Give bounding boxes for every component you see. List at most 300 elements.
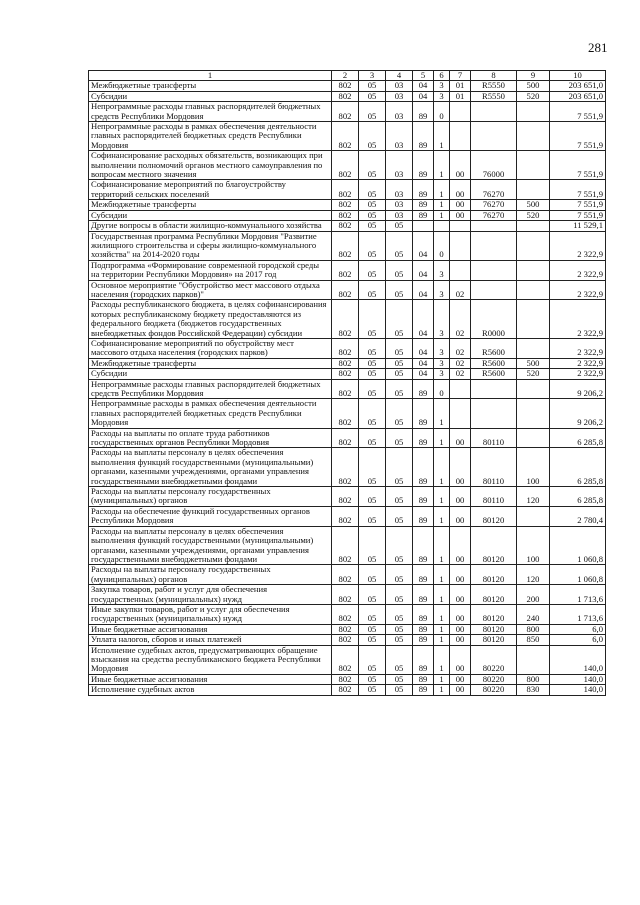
cell-name: Иные бюджетные ассигнования (89, 674, 332, 684)
cell-expense-type (517, 379, 550, 399)
cell-gov: 802 (332, 338, 359, 358)
col-header-subsection: 4 (386, 71, 413, 81)
cell-name: Исполнение судебных актов (89, 685, 332, 695)
col-header-direction: 8 (471, 71, 517, 81)
cell-amount: 11 529,1 (550, 221, 606, 231)
cell-program: 89 (413, 635, 434, 645)
cell-expense-type: 200 (517, 585, 550, 605)
cell-subsection: 05 (386, 369, 413, 379)
cell-name: Субсидии (89, 369, 332, 379)
cell-direction: 76270 (471, 180, 517, 200)
cell-expense-type (517, 151, 550, 180)
cell-activity: 00 (450, 674, 471, 684)
col-header-section: 3 (359, 71, 386, 81)
cell-gov: 802 (332, 624, 359, 634)
col-header-program: 5 (413, 71, 434, 81)
cell-subprogram: 3 (434, 338, 450, 358)
cell-program: 04 (413, 231, 434, 260)
cell-subsection: 05 (386, 624, 413, 634)
cell-name: Расходы на обеспечение функций государственных органов Республики Мордовия (89, 506, 332, 526)
cell-gov: 802 (332, 180, 359, 200)
cell-subsection: 03 (386, 210, 413, 220)
table-row (89, 379, 606, 399)
cell-activity: 01 (450, 91, 471, 101)
cell-activity: 00 (450, 526, 471, 565)
cell-program: 89 (413, 122, 434, 151)
cell-subprogram: 1 (434, 122, 450, 151)
cell-amount: 2 322,9 (550, 338, 606, 358)
cell-subprogram: 3 (434, 260, 450, 280)
cell-section: 05 (359, 200, 386, 210)
cell-gov: 802 (332, 635, 359, 645)
cell-expense-type: 120 (517, 565, 550, 585)
cell-gov: 802 (332, 231, 359, 260)
cell-name: Закупка товаров, работ и услуг для обеспечения государственных (муниципальных) нужд (89, 585, 332, 605)
table-row (89, 565, 606, 585)
table-row (89, 448, 606, 487)
cell-program: 04 (413, 81, 434, 91)
cell-name: Расходы на выплаты персоналу в целях обеспечения выполнения функций государственными (муниципальными) органами, казенными учреждениями, органами управления государственными внебюджетными фондами (89, 526, 332, 565)
table-body (89, 81, 606, 695)
cell-name: Непрограммные расходы в рамках обеспечения деятельности главных распорядителей бюджетных средств Республики Мордовия (89, 122, 332, 151)
table-row (89, 526, 606, 565)
cell-activity: 00 (450, 635, 471, 645)
cell-subprogram: 1 (434, 448, 450, 487)
table-row (89, 685, 606, 695)
cell-activity: 00 (450, 585, 471, 605)
cell-name: Софинансирование мероприятий по благоустройству территорий сельских поселений (89, 180, 332, 200)
cell-gov: 802 (332, 200, 359, 210)
cell-section: 05 (359, 221, 386, 231)
cell-amount: 2 322,9 (550, 369, 606, 379)
cell-activity: 00 (450, 151, 471, 180)
cell-direction: R5550 (471, 91, 517, 101)
cell-activity: 00 (450, 624, 471, 634)
cell-amount: 140,0 (550, 685, 606, 695)
col-header-name: 1 (89, 71, 332, 81)
cell-expense-type (517, 231, 550, 260)
cell-expense-type: 520 (517, 91, 550, 101)
cell-name: Непрограммные расходы главных распорядителей бюджетных средств Республики Мордовия (89, 379, 332, 399)
table-row (89, 338, 606, 358)
cell-direction: R5600 (471, 369, 517, 379)
cell-gov: 802 (332, 151, 359, 180)
cell-gov: 802 (332, 685, 359, 695)
cell-amount: 9 206,2 (550, 379, 606, 399)
table-row (89, 585, 606, 605)
cell-activity: 00 (450, 604, 471, 624)
cell-subsection: 03 (386, 180, 413, 200)
cell-direction (471, 231, 517, 260)
cell-direction (471, 260, 517, 280)
header-row (89, 71, 606, 81)
cell-subsection: 05 (386, 585, 413, 605)
table-row (89, 200, 606, 210)
cell-section: 05 (359, 635, 386, 645)
cell-section: 05 (359, 448, 386, 487)
cell-subprogram: 1 (434, 604, 450, 624)
cell-name: Иные закупки товаров, работ и услуг для обеспечения государственных (муниципальных) нужд (89, 604, 332, 624)
cell-subprogram: 1 (434, 685, 450, 695)
cell-name: Межбюджетные трансферты (89, 81, 332, 91)
cell-amount: 2 322,9 (550, 231, 606, 260)
cell-direction (471, 399, 517, 428)
cell-amount: 1 060,8 (550, 565, 606, 585)
cell-section: 05 (359, 674, 386, 684)
cell-direction: 80110 (471, 448, 517, 487)
table-row (89, 674, 606, 684)
cell-amount: 7 551,9 (550, 122, 606, 151)
cell-subprogram: 1 (434, 151, 450, 180)
cell-name: Расходы республиканского бюджета, в целях софинансирования которых республиканскому бюджету предоставляются из федерального бюджета (бюджетов государственных внебюджетных фондов Российской Федерации) субсидии (89, 300, 332, 339)
cell-amount: 7 551,9 (550, 102, 606, 122)
cell-program: 89 (413, 526, 434, 565)
cell-expense-type (517, 221, 550, 231)
table-row (89, 81, 606, 91)
table-row (89, 210, 606, 220)
cell-amount: 7 551,9 (550, 200, 606, 210)
cell-activity: 02 (450, 369, 471, 379)
cell-program: 89 (413, 428, 434, 448)
cell-gov: 802 (332, 487, 359, 507)
cell-subsection: 03 (386, 102, 413, 122)
cell-name: Межбюджетные трансферты (89, 358, 332, 368)
table-row (89, 428, 606, 448)
cell-activity: 00 (450, 428, 471, 448)
table-row (89, 487, 606, 507)
cell-amount: 2 780,4 (550, 506, 606, 526)
cell-amount: 203 651,0 (550, 91, 606, 101)
cell-activity (450, 231, 471, 260)
cell-section: 05 (359, 102, 386, 122)
cell-expense-type: 850 (517, 635, 550, 645)
cell-subsection: 05 (386, 399, 413, 428)
cell-section: 05 (359, 260, 386, 280)
cell-section: 05 (359, 210, 386, 220)
cell-gov: 802 (332, 399, 359, 428)
cell-program: 04 (413, 91, 434, 101)
cell-program: 04 (413, 300, 434, 339)
cell-direction: 80110 (471, 487, 517, 507)
cell-section: 05 (359, 180, 386, 200)
cell-direction: R0000 (471, 300, 517, 339)
cell-gov: 802 (332, 565, 359, 585)
cell-gov: 802 (332, 280, 359, 300)
cell-amount: 6 285,8 (550, 448, 606, 487)
table-row (89, 260, 606, 280)
cell-expense-type: 500 (517, 358, 550, 368)
cell-program: 89 (413, 448, 434, 487)
cell-name: Софинансирование мероприятий по обустройству мест массового отдыха населения (городских парков) (89, 338, 332, 358)
cell-subprogram: 3 (434, 91, 450, 101)
cell-activity: 00 (450, 685, 471, 695)
cell-expense-type: 100 (517, 526, 550, 565)
cell-gov: 802 (332, 448, 359, 487)
table-row (89, 399, 606, 428)
table-row (89, 151, 606, 180)
cell-section: 05 (359, 487, 386, 507)
cell-activity: 02 (450, 300, 471, 339)
table-header (89, 71, 606, 81)
cell-subsection: 05 (386, 506, 413, 526)
cell-direction: 76270 (471, 200, 517, 210)
cell-subsection: 05 (386, 338, 413, 358)
cell-subsection: 05 (386, 685, 413, 695)
cell-activity (450, 102, 471, 122)
cell-section: 05 (359, 358, 386, 368)
cell-expense-type: 830 (517, 685, 550, 695)
cell-amount: 9 206,2 (550, 399, 606, 428)
cell-subsection: 05 (386, 300, 413, 339)
cell-gov: 802 (332, 81, 359, 91)
cell-activity (450, 221, 471, 231)
table-row (89, 624, 606, 634)
cell-direction: 76270 (471, 210, 517, 220)
cell-subsection: 03 (386, 91, 413, 101)
cell-subsection: 05 (386, 674, 413, 684)
cell-subsection: 05 (386, 280, 413, 300)
cell-name: Межбюджетные трансферты (89, 200, 332, 210)
cell-direction: 80120 (471, 624, 517, 634)
cell-subsection: 05 (386, 526, 413, 565)
cell-subsection: 05 (386, 448, 413, 487)
page-number: 281 (588, 40, 608, 55)
cell-name: Расходы на выплаты персоналу государственных (муниципальных) органов (89, 565, 332, 585)
cell-name: Уплата налогов, сборов и иных платежей (89, 635, 332, 645)
col-header-amount: 10 (550, 71, 606, 81)
cell-section: 05 (359, 604, 386, 624)
cell-name: Непрограммные расходы главных распорядителей бюджетных средств Республики Мордовия (89, 102, 332, 122)
cell-gov: 802 (332, 379, 359, 399)
cell-name: Расходы на выплаты персоналу государственных (муниципальных) органов (89, 487, 332, 507)
cell-subprogram: 1 (434, 200, 450, 210)
cell-name: Государственная программа Республики Мордовия "Развитие жилищного строительства и сферы жилищно-коммунального хозяйства" на 2014-2020 годы (89, 231, 332, 260)
cell-amount: 2 322,9 (550, 358, 606, 368)
cell-direction: 80120 (471, 585, 517, 605)
col-header-gov: 2 (332, 71, 359, 81)
cell-amount: 2 322,9 (550, 260, 606, 280)
cell-direction: 80220 (471, 674, 517, 684)
cell-amount: 140,0 (550, 645, 606, 674)
cell-direction: R5600 (471, 358, 517, 368)
cell-name: Непрограммные расходы в рамках обеспечения деятельности главных распорядителей бюджетных средств Республики Мордовия (89, 399, 332, 428)
cell-direction: 80120 (471, 635, 517, 645)
cell-subsection: 05 (386, 231, 413, 260)
table-row (89, 300, 606, 339)
cell-activity: 00 (450, 645, 471, 674)
cell-amount: 140,0 (550, 674, 606, 684)
budget-table (88, 70, 606, 696)
cell-section: 05 (359, 369, 386, 379)
cell-direction: 80220 (471, 645, 517, 674)
cell-name: Иные бюджетные ассигнования (89, 624, 332, 634)
cell-expense-type (517, 645, 550, 674)
cell-section: 05 (359, 428, 386, 448)
cell-direction: R5600 (471, 338, 517, 358)
cell-section: 05 (359, 300, 386, 339)
cell-section: 05 (359, 565, 386, 585)
cell-subprogram: 0 (434, 379, 450, 399)
cell-section: 05 (359, 379, 386, 399)
cell-subprogram (434, 221, 450, 231)
cell-gov: 802 (332, 585, 359, 605)
cell-gov: 802 (332, 260, 359, 280)
cell-activity: 00 (450, 565, 471, 585)
table-row (89, 604, 606, 624)
cell-subprogram: 1 (434, 585, 450, 605)
cell-gov: 802 (332, 210, 359, 220)
cell-subprogram: 3 (434, 358, 450, 368)
cell-subprogram: 1 (434, 210, 450, 220)
cell-gov: 802 (332, 91, 359, 101)
cell-program: 04 (413, 369, 434, 379)
cell-amount: 7 551,9 (550, 210, 606, 220)
cell-activity: 02 (450, 280, 471, 300)
cell-activity (450, 122, 471, 151)
cell-subprogram: 3 (434, 81, 450, 91)
cell-name: Субсидии (89, 210, 332, 220)
cell-name: Другие вопросы в области жилищно-коммунального хозяйства (89, 221, 332, 231)
cell-section: 05 (359, 645, 386, 674)
cell-gov: 802 (332, 604, 359, 624)
cell-gov: 802 (332, 645, 359, 674)
cell-direction: 80120 (471, 565, 517, 585)
cell-section: 05 (359, 685, 386, 695)
cell-amount: 1 713,6 (550, 585, 606, 605)
cell-section: 05 (359, 280, 386, 300)
cell-program: 89 (413, 399, 434, 428)
cell-subprogram: 1 (434, 506, 450, 526)
cell-gov: 802 (332, 506, 359, 526)
cell-amount: 1 060,8 (550, 526, 606, 565)
cell-expense-type (517, 180, 550, 200)
cell-subprogram: 1 (434, 565, 450, 585)
cell-name: Исполнение судебных актов, предусматривающих обращение взыскания на средства республиканского бюджета Республики Мордовия (89, 645, 332, 674)
cell-expense-type: 800 (517, 674, 550, 684)
cell-subsection: 05 (386, 645, 413, 674)
cell-amount: 7 551,9 (550, 151, 606, 180)
cell-amount: 6,0 (550, 635, 606, 645)
table-row (89, 358, 606, 368)
cell-amount: 6 285,8 (550, 487, 606, 507)
cell-direction: 80120 (471, 526, 517, 565)
table-row (89, 221, 606, 231)
cell-program (413, 221, 434, 231)
cell-expense-type (517, 428, 550, 448)
cell-subprogram: 1 (434, 428, 450, 448)
cell-direction: R5550 (471, 81, 517, 91)
cell-direction (471, 102, 517, 122)
cell-expense-type (517, 300, 550, 339)
cell-amount: 2 322,9 (550, 300, 606, 339)
cell-section: 05 (359, 624, 386, 634)
cell-expense-type: 520 (517, 210, 550, 220)
cell-section: 05 (359, 338, 386, 358)
cell-subsection: 05 (386, 635, 413, 645)
table-row (89, 369, 606, 379)
cell-expense-type: 500 (517, 81, 550, 91)
cell-expense-type (517, 338, 550, 358)
cell-program: 89 (413, 604, 434, 624)
cell-subprogram: 1 (434, 635, 450, 645)
cell-subsection: 05 (386, 604, 413, 624)
cell-expense-type: 240 (517, 604, 550, 624)
cell-gov: 802 (332, 428, 359, 448)
cell-program: 89 (413, 685, 434, 695)
cell-name: Основное мероприятие "Обустройство мест массового отдыха населения (городских парков)" (89, 280, 332, 300)
cell-subsection: 03 (386, 200, 413, 210)
cell-direction: 76000 (471, 151, 517, 180)
cell-amount: 6 285,8 (550, 428, 606, 448)
cell-gov: 802 (332, 300, 359, 339)
cell-gov: 802 (332, 358, 359, 368)
cell-subprogram: 3 (434, 300, 450, 339)
cell-expense-type (517, 102, 550, 122)
cell-subprogram: 3 (434, 369, 450, 379)
cell-expense-type (517, 260, 550, 280)
cell-direction: 80110 (471, 428, 517, 448)
cell-program: 89 (413, 379, 434, 399)
cell-subsection: 05 (386, 428, 413, 448)
cell-gov: 802 (332, 102, 359, 122)
table-row (89, 645, 606, 674)
col-header-subprogram: 6 (434, 71, 450, 81)
cell-activity: 02 (450, 358, 471, 368)
cell-program: 89 (413, 506, 434, 526)
cell-expense-type: 520 (517, 369, 550, 379)
table-row (89, 180, 606, 200)
cell-activity: 00 (450, 506, 471, 526)
col-header-expense-type: 9 (517, 71, 550, 81)
cell-subprogram: 3 (434, 280, 450, 300)
cell-activity (450, 260, 471, 280)
cell-amount: 203 651,0 (550, 81, 606, 91)
cell-expense-type (517, 122, 550, 151)
cell-section: 05 (359, 399, 386, 428)
cell-subprogram: 1 (434, 624, 450, 634)
cell-expense-type: 120 (517, 487, 550, 507)
table-row (89, 635, 606, 645)
cell-activity: 00 (450, 180, 471, 200)
cell-program: 89 (413, 674, 434, 684)
cell-section: 05 (359, 122, 386, 151)
cell-amount: 1 713,6 (550, 604, 606, 624)
cell-subprogram: 0 (434, 102, 450, 122)
cell-gov: 802 (332, 526, 359, 565)
cell-expense-type: 100 (517, 448, 550, 487)
cell-program: 89 (413, 200, 434, 210)
cell-subprogram: 0 (434, 231, 450, 260)
cell-program: 89 (413, 102, 434, 122)
cell-direction: 80120 (471, 506, 517, 526)
cell-program: 89 (413, 180, 434, 200)
cell-program: 04 (413, 260, 434, 280)
cell-direction: 80220 (471, 685, 517, 695)
cell-direction: 80120 (471, 604, 517, 624)
cell-name: Подпрограмма «Формирование современной городской среды на территории Республики Мордовия» на 2017 год (89, 260, 332, 280)
table-row (89, 280, 606, 300)
cell-gov: 802 (332, 674, 359, 684)
cell-activity: 00 (450, 487, 471, 507)
cell-subprogram: 1 (434, 645, 450, 674)
cell-subsection: 03 (386, 81, 413, 91)
cell-subsection: 03 (386, 151, 413, 180)
cell-expense-type: 800 (517, 624, 550, 634)
cell-section: 05 (359, 585, 386, 605)
cell-activity: 02 (450, 338, 471, 358)
cell-program: 89 (413, 645, 434, 674)
cell-program: 04 (413, 280, 434, 300)
